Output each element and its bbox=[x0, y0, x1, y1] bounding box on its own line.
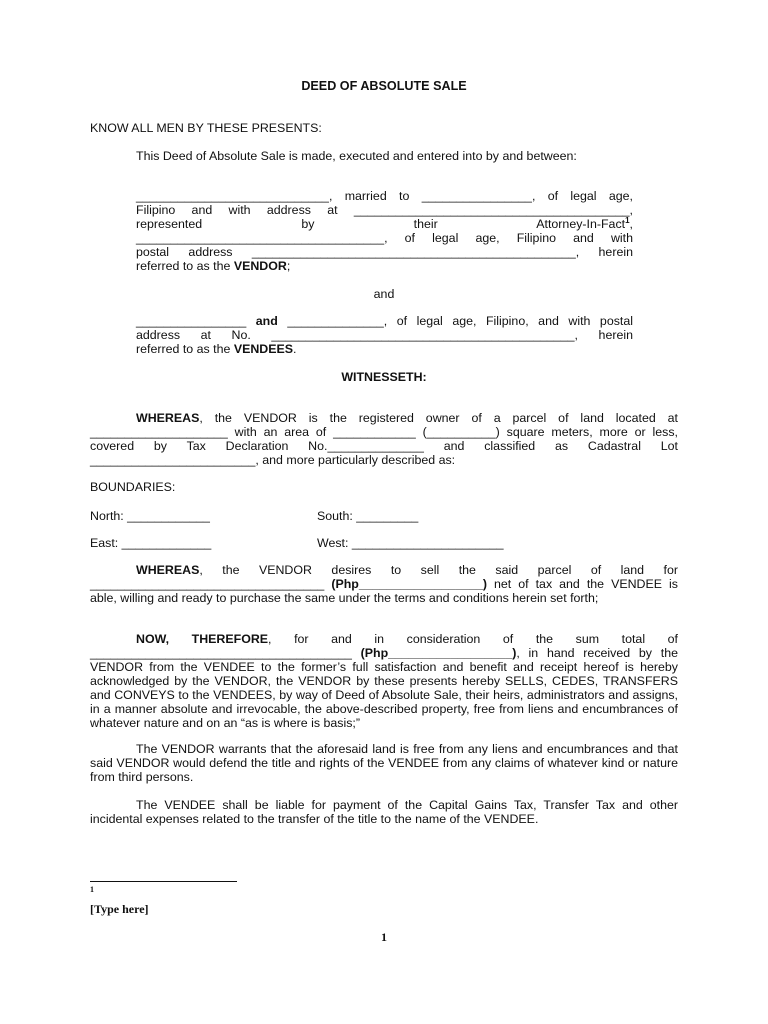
vendor-line-3-text: represented by their Attorney-In-Fact bbox=[136, 217, 626, 231]
now-therefore-text-1: , for and in consideration of the sum total of ______________________________________ bbox=[90, 632, 678, 660]
vendor-line-5: postal address _______________________________________________, herein bbox=[136, 245, 633, 259]
now-therefore-amount: (Php__________________) bbox=[360, 646, 517, 660]
warranty-text: The VENDOR warrants that the aforesaid land is free from any liens and encumbrances and that said VENDOR would defend the title and rights of the VENDEE from any claims of whatever kind or nature from third persons. bbox=[90, 742, 678, 784]
boundary-east: East: _____________ bbox=[90, 536, 212, 550]
whereas-paragraph-1 bbox=[90, 411, 678, 467]
warranty-paragraph bbox=[90, 742, 678, 784]
boundary-south: South: _________ bbox=[317, 509, 419, 523]
vendor-line-3 bbox=[136, 217, 633, 231]
footnote-number: 1 bbox=[90, 885, 94, 894]
now-therefore-keyword: NOW, THEREFORE bbox=[136, 632, 269, 646]
vendees-and: and bbox=[255, 314, 278, 328]
whereas-paragraph-2 bbox=[90, 563, 678, 605]
whereas-1-text: , the VENDOR is the registered owner of a parcel of land located at ____________________ with an area of ____________ (__________) square meters, more or less, covered by Tax Declaration No.______________ and classified as Cadastral Lot ________________________, and more particularly described as: bbox=[90, 411, 678, 467]
now-therefore-paragraph bbox=[90, 632, 678, 730]
vendees-line-2: address at No. ____________________________________________, herein bbox=[136, 328, 633, 342]
whereas-2-text-1: , the VENDOR desires to sell the said parcel of land for __________________________________ bbox=[90, 563, 678, 591]
made-line: This Deed of Absolute Sale is made, executed and entered into by and between: bbox=[136, 149, 577, 163]
boundaries-heading: BOUNDARIES: bbox=[90, 480, 176, 494]
vendor-line-4: ____________________________________, of legal age, Filipino and with bbox=[136, 231, 633, 245]
vendor-line-3-end: , bbox=[629, 217, 633, 231]
vendees-blank-b: ______________, of legal age, Filipino, and with postal bbox=[277, 314, 633, 328]
whereas-2-keyword: WHEREAS bbox=[136, 563, 200, 577]
and-word: and bbox=[373, 287, 395, 301]
whereas-2-text-2: net of tax and the VENDEE is able, willing and ready to purchase the same under the terms and conditions herein set forth; bbox=[90, 577, 678, 605]
vendees-blank-a: ________________ bbox=[136, 314, 256, 328]
vendor-label: VENDOR bbox=[233, 259, 287, 273]
vendees-line-1 bbox=[136, 314, 633, 328]
vendor-line-6 bbox=[136, 259, 290, 273]
vendees-line-3 bbox=[136, 342, 296, 356]
footer-placeholder[interactable]: [Type here] bbox=[90, 902, 149, 916]
footnote-rule bbox=[90, 881, 237, 882]
now-therefore-text-2: , in hand received by the VENDOR from the VENDEE to the former’s full satisfaction and benefit and receipt hereof is hereby acknowledged by the VENDOR, the VENDOR by these presents hereby SELLS, CEDES, TRANSFERS and CONVEYS to the VENDEES, by way of Deed of Absolute Sale, their heirs, administrators and assigns, in a manner absolute and irrevocable, the above-described property, free from liens and encumbrances of whatever nature and on an “as is where is basis;” bbox=[90, 646, 678, 730]
liability-paragraph bbox=[90, 798, 678, 826]
document-title: DEED OF ABSOLUTE SALE bbox=[301, 79, 467, 93]
whereas-2-amount: (Php__________________) bbox=[331, 577, 488, 591]
page-number: 1 bbox=[381, 930, 387, 944]
boundary-west: West: ______________________ bbox=[317, 536, 504, 550]
vendees-label: VENDEES bbox=[233, 342, 294, 356]
vendor-ref-end: ; bbox=[286, 259, 291, 273]
footnote-ref: 1 bbox=[625, 215, 630, 225]
whereas-1-keyword: WHEREAS bbox=[136, 411, 200, 425]
vendor-line-1: ____________________________, married to ________________, of legal age, bbox=[136, 189, 633, 203]
witnesseth-heading: WITNESSETH: bbox=[341, 370, 427, 384]
liability-text: The VENDEE shall be liable for payment of the Capital Gains Tax, Transfer Tax and other incidental expenses related to the transfer of the title to the name of the VENDEE. bbox=[90, 798, 678, 826]
intro-line: KNOW ALL MEN BY THESE PRESENTS: bbox=[90, 121, 322, 135]
vendees-ref-end: . bbox=[293, 342, 297, 356]
vendor-ref-text: referred to as the bbox=[136, 259, 234, 273]
vendor-line-2: Filipino and with address at ________________________________________, bbox=[136, 203, 633, 217]
boundary-north: North: ____________ bbox=[90, 509, 210, 523]
vendees-ref-text: referred to as the bbox=[136, 342, 234, 356]
